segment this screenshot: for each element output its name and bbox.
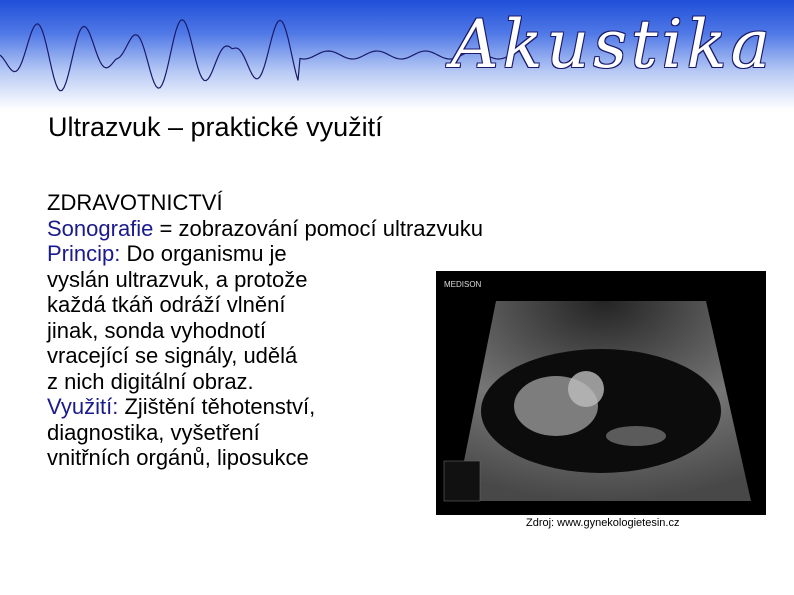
body-line-6: jinak, sonda vyhodnotí: [47, 317, 266, 343]
term-vyuziti: Využití:: [47, 394, 119, 419]
ultrasound-image: [436, 271, 766, 515]
body-line-1: ZDRAVOTNICTVÍ: [47, 190, 223, 215]
term-sonografie: Sonografie: [47, 215, 154, 241]
body-line-9: Využití: Zjištění těhotenství,: [47, 394, 316, 419]
body-line-10: diagnostika, vyšetření: [47, 419, 260, 445]
header-banner: [0, 0, 794, 110]
ultrasound-brand: MEDISON: [444, 280, 482, 289]
logo-akustika: Akustika: [450, 6, 774, 83]
body-line-7: vracející se signály, udělá: [47, 343, 298, 368]
body-line-5: každá tkáň odráží vlnění: [47, 292, 286, 317]
body-line-4: vyslán ultrazvuk, a protože: [47, 266, 308, 292]
body-line-8: z nich digitální obraz.: [47, 368, 254, 394]
term-princip: Princip:: [47, 241, 121, 266]
image-source-caption: Zdroj: www.gynekologietesin.cz: [526, 517, 680, 529]
sound-wave-graphic: [0, 0, 520, 110]
body-line-11: vnitřních orgánů, liposukce: [47, 445, 309, 470]
body-line-2: Sonografie = zobrazování pomocí ultrazvuku: [47, 215, 483, 241]
ultrasound-scan-graphic: [436, 271, 766, 515]
body-line-3: Princip: Do organismu je: [47, 241, 287, 266]
slide-title: Ultrazvuk – praktické využití: [48, 112, 383, 142]
slide-body: [47, 190, 483, 471]
